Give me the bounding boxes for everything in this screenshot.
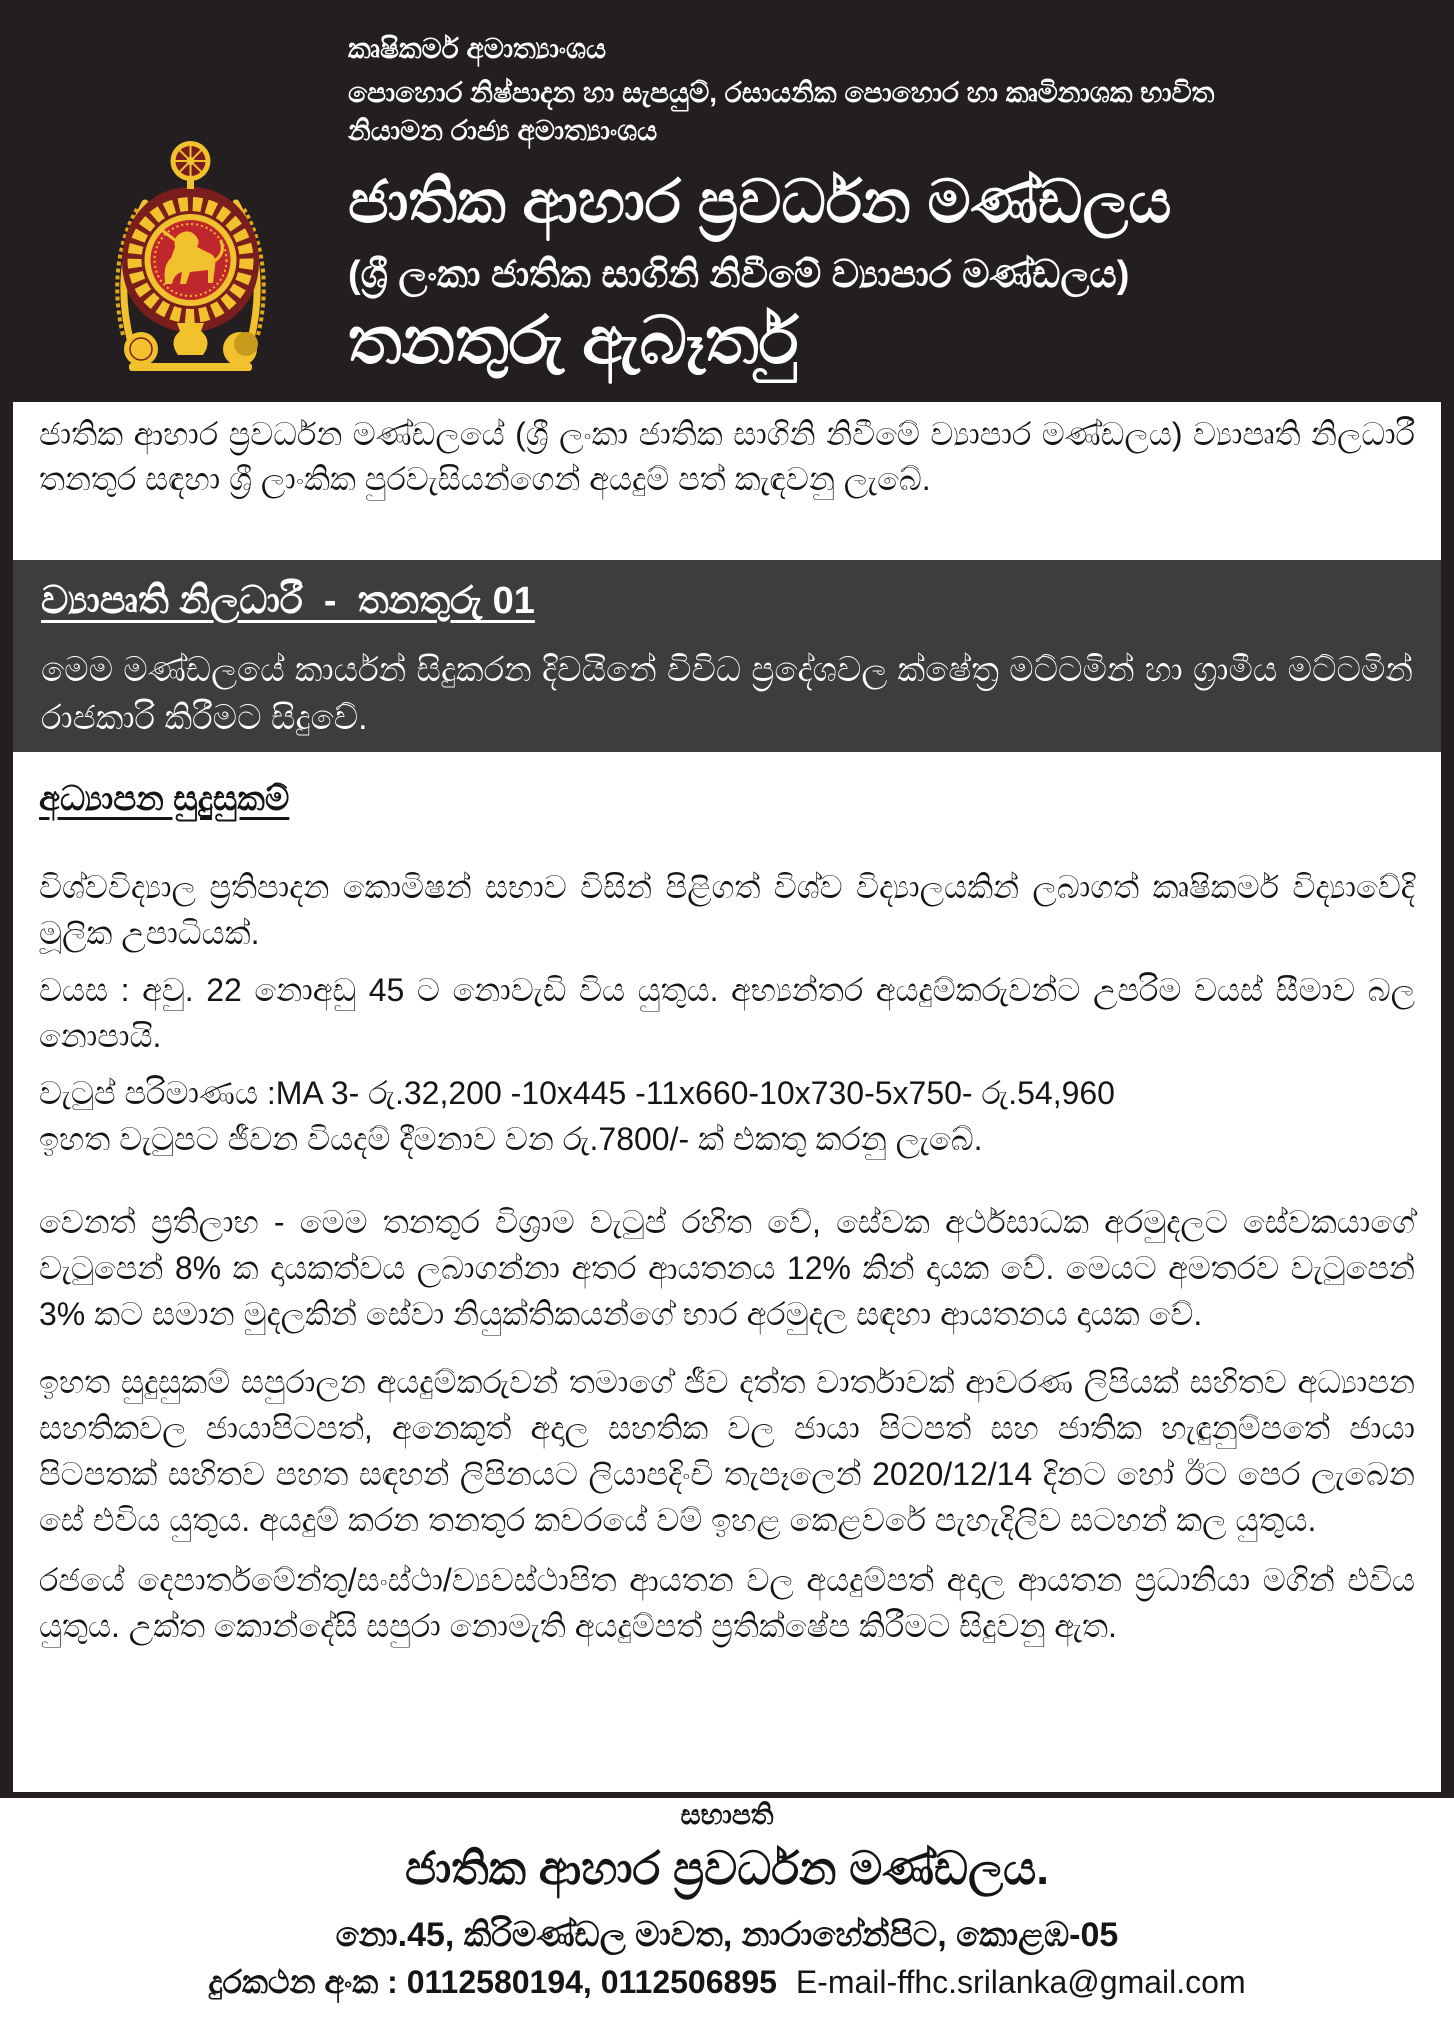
intro-paragraph: ජාතික ආහාර ප්‍රවර්ධන මණ්ඩලයේ (ශ්‍රී ලංකා ජාතික සාගිනි නිවීමේ ව්‍යාපාර මණ්ඩලය) ව්‍යාපෘති නිලධාරී තනතුර සඳහා ශ්‍රී ලාංකික පුරවැසියන්ගෙන් අයදුම් පත් කැඳවනු ලැබේ.: [39, 416, 1415, 497]
signatory-title: සභාපති: [680, 1799, 774, 1830]
application-instructions: ඉහත සුදුසුකම් සපුරාලන අයදුම්කරුවන් තමාගේ ජීව දත්ත වාර්තාවක් ආවරණ ලිපියක් සහිතව අධ්‍යාපන සහතිකවල ජායාපිටපත්, අනෙකුත් අදාල සහතික වල ජායා පිටපත් සහ ජාතික හැඳුනුම්පතේ ජායා පිටපතක් සහිතව පහත සඳහන් ලිපිනයට ලියාපදිංචි තැපෑලෙන් 2020/12/14 දිනට හෝ ඊට පෙර ලැබෙන සේ එවිය යුතුය. අයදුම් කරන තනතුර කවරයේ වම් ඉහළ කෙළවරේ පැහැදිලිව සටහන් කල යුතුය.: [39, 1364, 1415, 1538]
postal-address: නො.45, කිරිමණ්ඩල මාවත, නාරාහේන්පිට, කොළඹ-05: [335, 1916, 1119, 1954]
intro-box: [13, 402, 1441, 560]
footer-board-name: ජාතික ආහාර ප්‍රවර්ධන මණ්ඩලය.: [404, 1842, 1050, 1894]
emblem-graphic: [113, 135, 268, 375]
sri-lanka-national-emblem-icon: [113, 135, 268, 375]
contact-line: [0, 1961, 1454, 2003]
government-applicants-note: රජයේ දෙපාර්තමේන්තු/සංස්ථා/ව්‍යවස්ථාපිත ආයතන වල අයදුම්පත් අදාල ආයතන ප්‍රධානියා මගින් එවිය යුතුය. උක්ත කොන්දේසි සපුරා නොමැති අයදුම්පත් ප්‍රතික්ෂේප කිරීමට සිදුවනු ඇත.: [39, 1562, 1415, 1644]
position-band: [13, 560, 1441, 752]
education-requirement: විශ්වවිද්‍යාල ප්‍රතිපාදන කොමිෂන් සභාව විසින් පිළිගත් විශ්ව විද්‍යාලයකින් ලබාගත් කෘෂිකර්ම විද්‍යාවේදි මූලික උපාධියක්.: [39, 869, 1415, 951]
notice-title: තනතුරු ඇබෑර්තු: [348, 303, 799, 377]
other-benefits: වෙනත් ප්‍රතිලාභ - මෙම තනතුර විශ්‍රාම වැටුප් රහිත වේ, සේවක අර්ථසාධක අරමුදලට සේවකයාගේ වැටුපෙන් 8% ක දායකත්වය ලබාගන්නා අතර ආයතනය 12% කින් දායක වේ. මෙයට අමතරව වැටුපෙන් 3% කට සමාන මුදලකින් සේවා නියුක්තිකයන්ගේ භාර අරමුදල සඳහා ආයතනය දායක වේ.: [39, 1204, 1415, 1332]
board-former-name: (ශ්‍රී ලංකා ජාතික සාගිනි නිවීමේ ව්‍යාපාර මණ්ඩලය): [348, 254, 1130, 296]
position-description: මෙම මණ්ඩලයේ කාර්යන් සිදුකරන දිවයිනේ විවිධ ප්‍රදේශවල ක්ෂේත්‍ර මට්ටමින් හා ග්‍රාමීය මට්ටමින් රාජකාරි කිරීමට සිදුවේ.: [41, 651, 1413, 737]
qualifications-section: [13, 752, 1441, 1792]
email-address: E-mail-ffhc.srilanka@gmail.com: [795, 1964, 1246, 2000]
cost-of-living-allowance: ඉහත වැටුපට ජීවන වියදම් දීමනාව වන රු.7800/- ක් එකතු කරනු ලැබේ.: [39, 1121, 983, 1157]
age-requirement: වයස : අවු. 22 නොඅඩු 45 ට නොවැඩි විය යුතුය. අභ්‍යන්තර අයදුම්කරුවන්ට උපරිම වයස් සීමාව බල නොපායි.: [39, 972, 1415, 1054]
phone-numbers: දුරකථන අංක : 0112580194, 0112506895: [208, 1964, 777, 2000]
state-ministry-name-line-2: නියාමන රාජ්‍ය අමාත්‍යාංශය: [348, 115, 658, 146]
salary-scale: වැටුප් පරිමාණය :MA 3- රු.32,200 -10x445 -11x660-10x730-5x750- රු.54,960: [39, 1075, 1115, 1111]
notice-header: [0, 0, 1454, 402]
position-heading: ව්‍යාපෘති නිලධාරී - තනතුරු 01: [41, 580, 535, 622]
state-ministry-name-line-1: පොහොර නිෂ්පාදන හා සැපයුම්, රසායනික පොහොර හා කෘමිනාශක භාවිත: [348, 77, 1215, 108]
board-name: ජාතික ආහාර ප්‍රවර්ධන මණ්ඩලය: [348, 168, 1172, 235]
ministry-name: කෘෂිකර්ම අමාත්‍යාංශය: [348, 33, 607, 64]
qualifications-heading: අධ්‍යාපන සුදුසුකම්: [39, 780, 290, 818]
